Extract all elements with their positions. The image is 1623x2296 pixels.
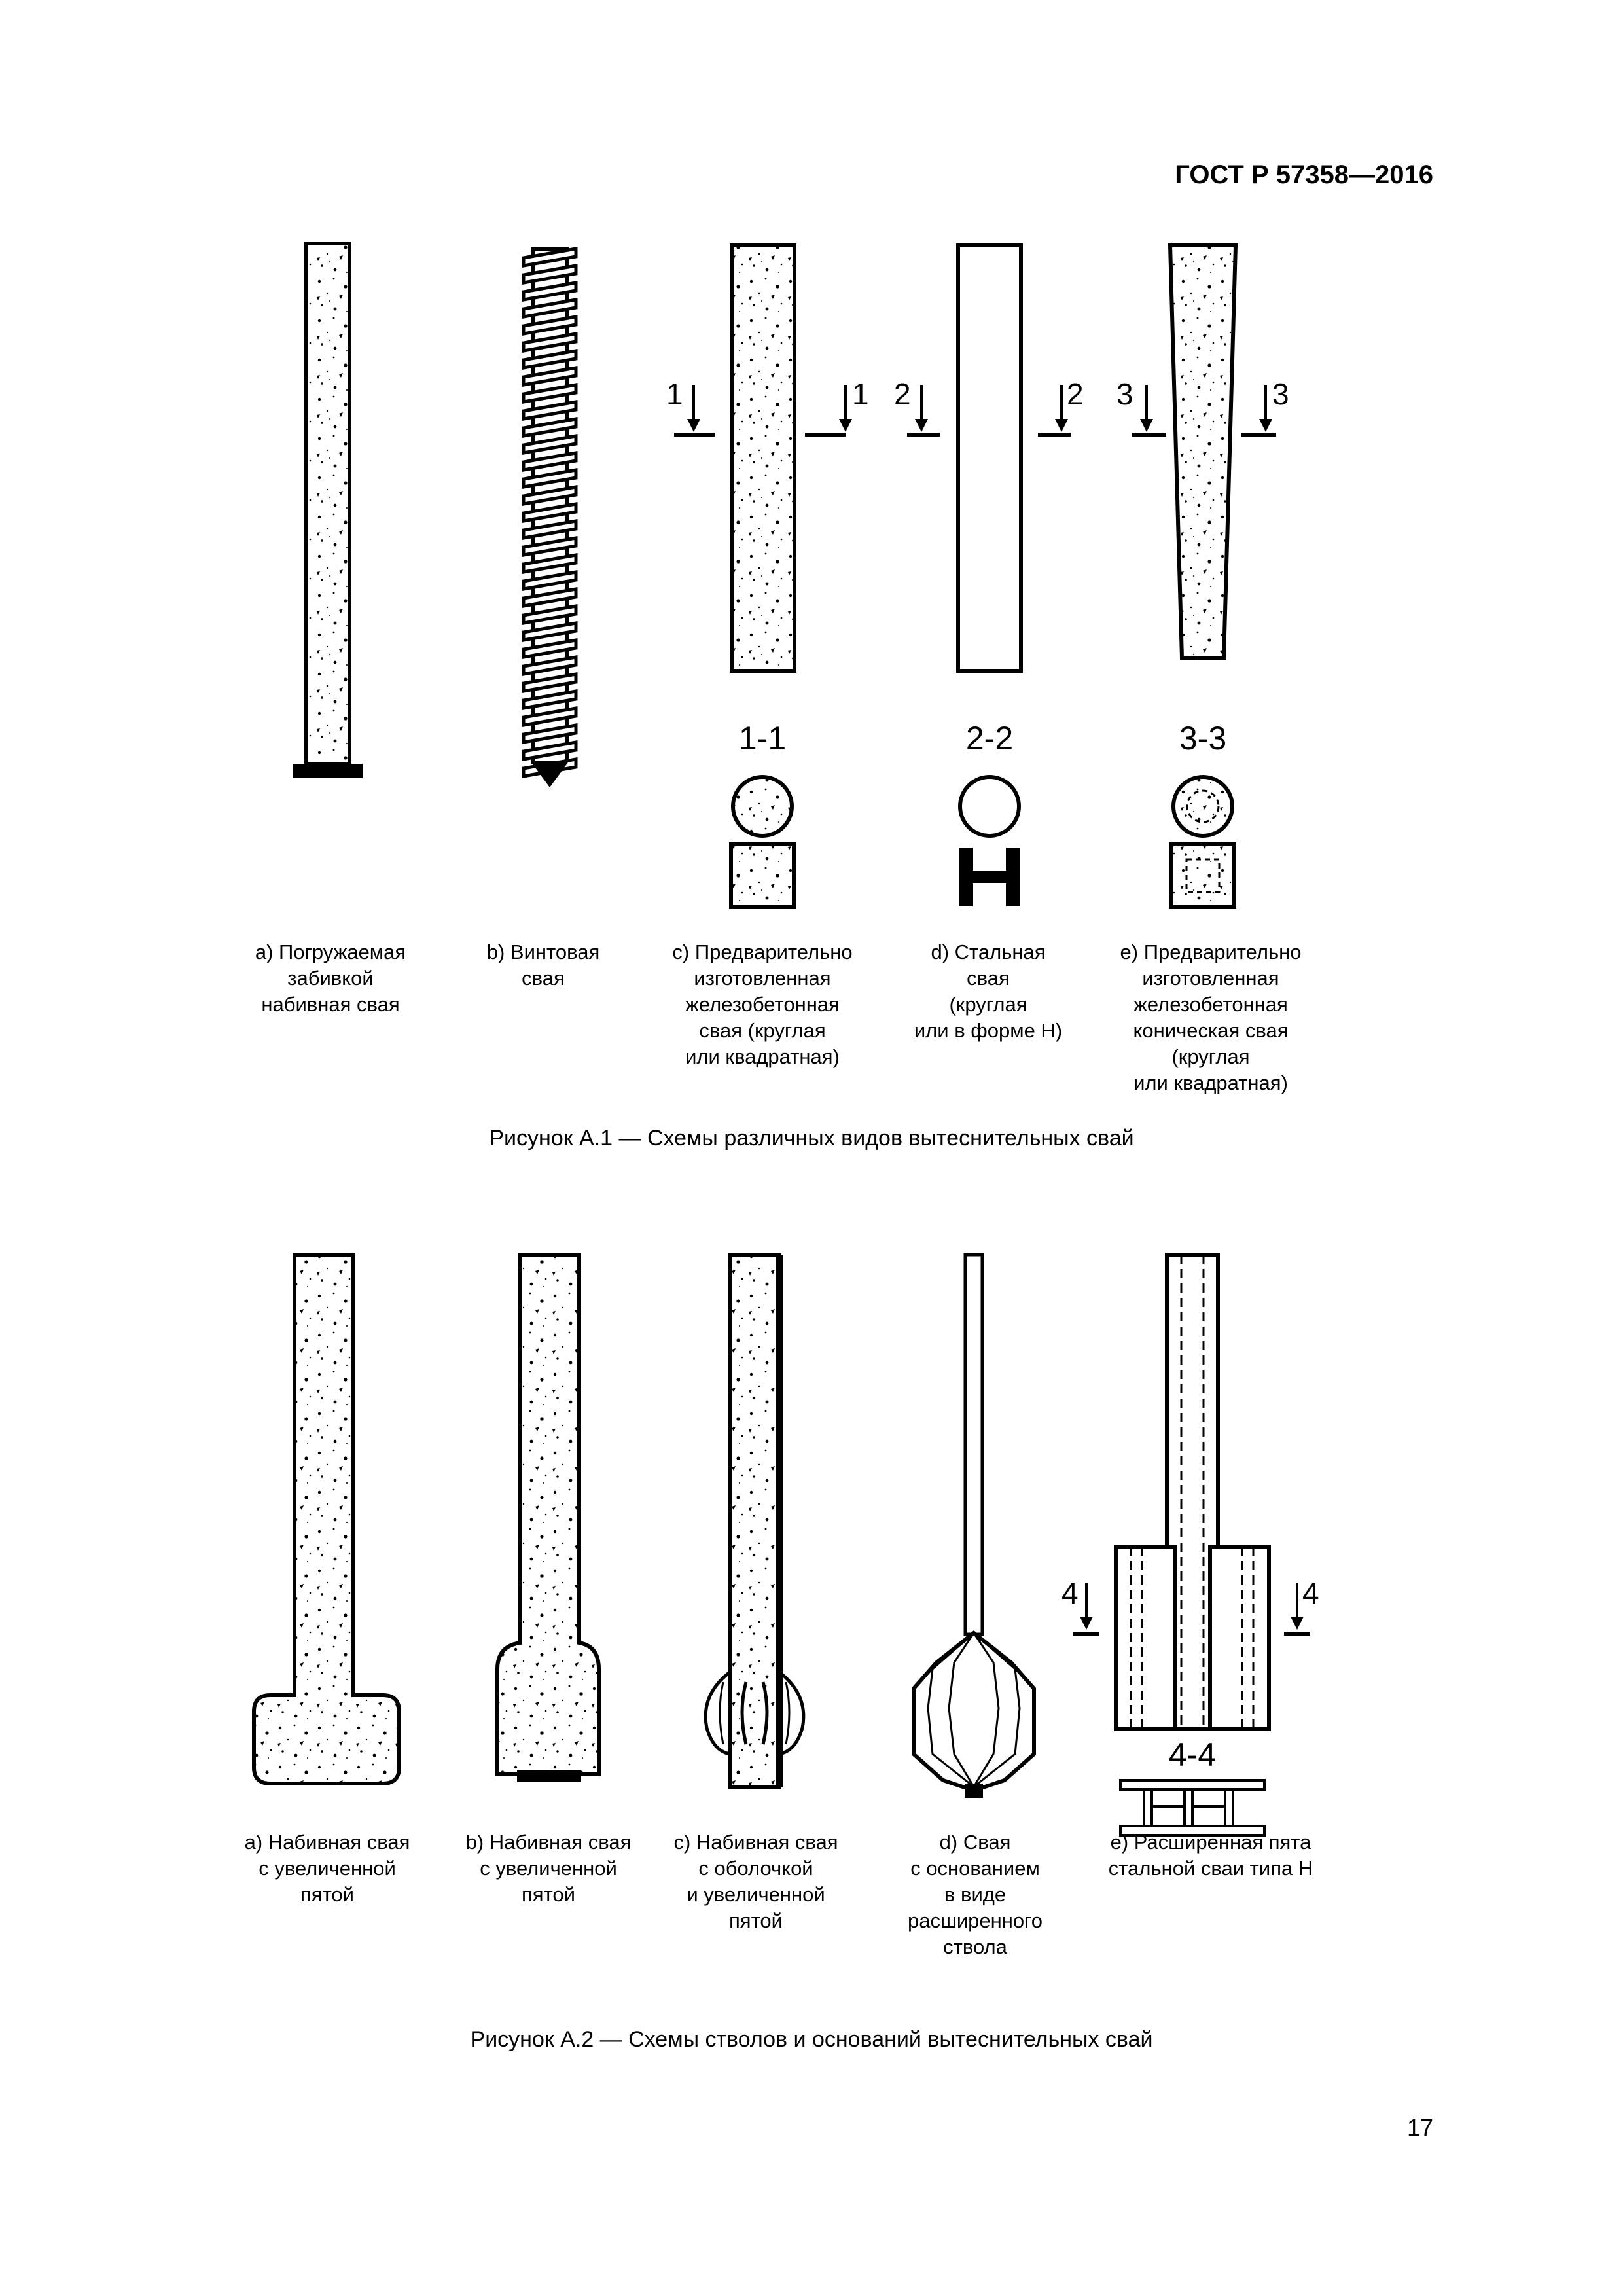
caption-a: a) Погружаемая забивкой набивная свая [255, 941, 406, 1016]
pile-b2-enlarged-heel [497, 1255, 599, 1782]
section-title-1-1: 1-1 [738, 720, 787, 757]
figure-a2-drawing [0, 1211, 1623, 2081]
caption-b2: b) Набивная свая с увеличенной пятой [465, 1831, 632, 1906]
caption-b: b) Винтовая свая [486, 941, 600, 990]
standard-number: ГОСТ Р 57358—2016 [1175, 160, 1433, 189]
section-mark-4-left: 4 [1061, 1576, 1079, 1610]
section-title-3-3: 3-3 [1179, 720, 1227, 757]
section-mark-3-right: 3 [1272, 377, 1289, 411]
section-mark-1-left: 1 [666, 377, 683, 411]
section-title-4-4: 4-4 [1168, 1736, 1217, 1773]
caption-c2: c) Набивная свая с оболочкой и увеличенной пятой [673, 1831, 838, 1932]
pile-c2-cased [705, 1255, 804, 1787]
caption-a2: a) Набивная свая с увеличенной пятой [244, 1831, 410, 1906]
caption-d: d) Стальная свая (круглая или в форме Н) [914, 941, 1063, 1042]
section-mark-2-right: 2 [1067, 377, 1084, 411]
figure-a2 [0, 1211, 1623, 2081]
pile-e-tapered [1132, 245, 1276, 907]
caption-e: e) Предварительно изготовленная железобетонная коническая свая (круглая или квадратная) [1120, 941, 1302, 1094]
pile-d2-expanded-shaft [914, 1255, 1034, 1798]
caption-c: c) Предварительно изготовленная железобетонная свая (круглая или квадратная) [672, 941, 853, 1068]
pile-b-screw [524, 249, 576, 787]
section-mark-4-right: 4 [1302, 1576, 1319, 1610]
section-mark-2-left: 2 [894, 377, 911, 411]
caption-e2: e) Расширенная пята стальной сваи типа Н [1108, 1831, 1313, 1880]
section-mark-1-right: 1 [852, 377, 869, 411]
section-title-2-2: 2-2 [965, 720, 1014, 757]
caption-d2: d) Свая с основанием в виде расширенного ствола [908, 1831, 1043, 1958]
pile-a-driven [293, 243, 363, 778]
pile-a2-enlarged-heel [254, 1255, 399, 1784]
figure-a1-caption: Рисунок А.1 — Схемы различных видов вытеснительных свай [489, 1126, 1134, 1151]
figure-a2-caption: Рисунок А.2 — Схемы стволов и оснований вытеснительных свай [470, 2027, 1153, 2052]
section-mark-3-left: 3 [1116, 377, 1133, 411]
page-number: 17 [1406, 2114, 1433, 2141]
pile-d-steel [907, 245, 1071, 906]
pile-c-precast [674, 245, 852, 907]
